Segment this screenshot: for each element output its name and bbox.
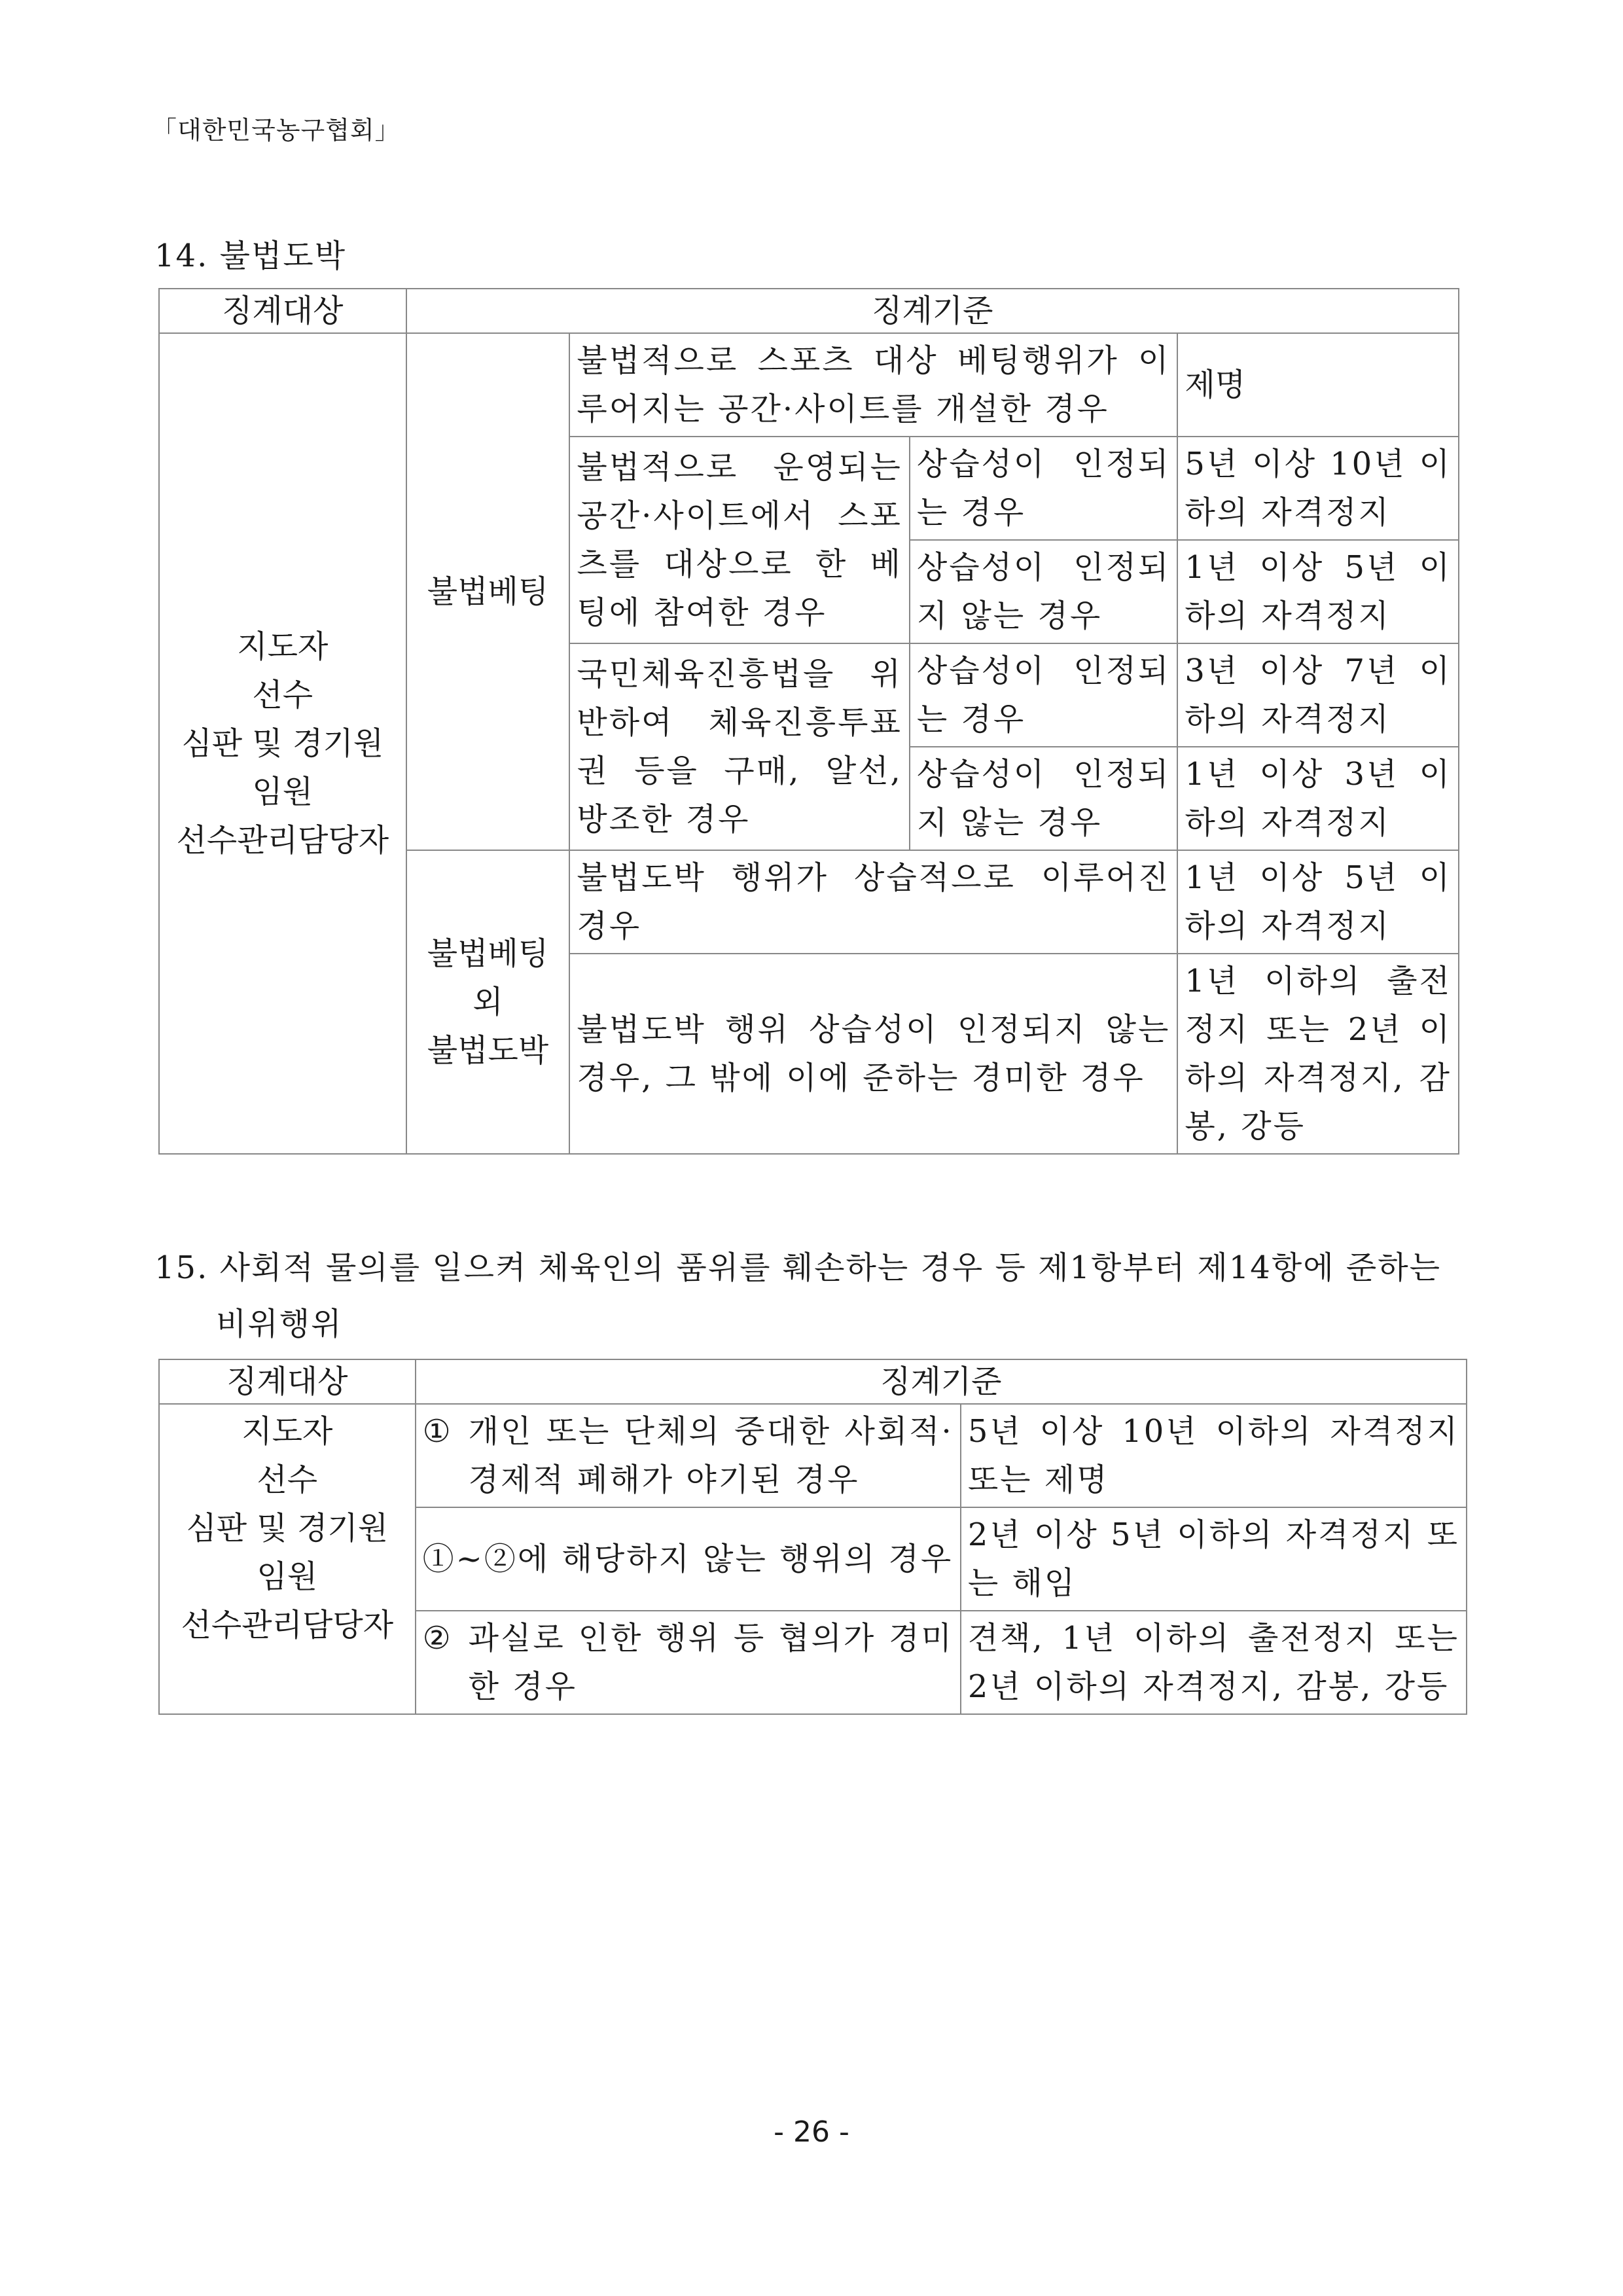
condition-cell: ①~②에 해당하지 않는 행위의 경우: [416, 1507, 961, 1611]
col-header-criteria: 징계기준: [416, 1359, 1467, 1404]
col-header-criteria: 징계기준: [406, 289, 1459, 333]
target-list: 지도자 선수 심판 및 경기원 임원 선수관리담당자: [159, 1404, 416, 1714]
item-number: ①: [422, 1413, 451, 1450]
condition-cell: [416, 1404, 961, 1507]
habit-cell: 상습성이 인정되는 경우: [910, 437, 1178, 540]
habit-cell: 상습성이 인정되지 않는 경우: [910, 747, 1178, 850]
page-number: - 26 -: [774, 2115, 849, 2149]
penalty-cell: 2년 이상 5년 이하의 자격정지 또는 해임: [961, 1507, 1467, 1611]
condition-cell: 국민체육진흥법을 위반하여 체육진흥투표권 등을 구매, 알선, 방조한 경우: [569, 643, 909, 850]
penalty-cell: 3년 이상 7년 이하의 자격정지: [1177, 643, 1459, 747]
condition-cell: 불법적으로 스포츠 대상 베팅행위가 이루어지는 공간·사이트를 개설한 경우: [569, 333, 1177, 437]
condition-text: 과실로 인한 행위 등 협의가 경미한 경우: [468, 1620, 954, 1705]
group-label-other-gambling: 불법베팅 외 불법도박: [406, 850, 570, 1154]
condition-cell: 불법적으로 운영되는 공간·사이트에서 스포츠를 대상으로 한 베팅에 참여한 경우: [569, 437, 909, 643]
penalty-cell: 1년 이상 3년 이하의 자격정지: [1177, 747, 1459, 850]
habit-cell: 상습성이 인정되는 경우: [910, 643, 1178, 747]
group-label-betting: 불법베팅: [406, 333, 570, 850]
penalty-cell: 1년 이상 5년 이하의 자격정지: [1177, 540, 1459, 643]
section-15-heading-cont: 비위행위: [216, 1306, 343, 1342]
penalty-cell: 5년 이상 10년 이하의 자격정지: [1177, 437, 1459, 540]
col-header-target: 징계대상: [159, 289, 406, 333]
section-14-table: [158, 288, 1459, 1155]
habit-cell: 상습성이 인정되지 않는 경우: [910, 540, 1178, 643]
penalty-cell: 견책, 1년 이하의 출전정지 또는 2년 이하의 자격정지, 감봉, 강등: [961, 1611, 1467, 1714]
section-15-table: [158, 1359, 1467, 1715]
section-15-heading: 15. 사회적 물의를 일으켜 체육인의 품위를 훼손하는 경우 등 제1항부터 제14항에 준하는: [154, 1249, 1441, 1286]
penalty-cell: 제명: [1177, 333, 1459, 437]
condition-cell: 불법도박 행위가 상습적으로 이루어진 경우: [569, 850, 1177, 954]
col-header-target: 징계대상: [159, 1359, 416, 1404]
item-number: ②: [422, 1620, 451, 1657]
target-list: 지도자 선수 심판 및 경기원 임원 선수관리담당자: [159, 333, 406, 1154]
condition-text: 개인 또는 단체의 중대한 사회적·경제적 폐해가 야기된 경우: [468, 1413, 954, 1498]
condition-cell: [416, 1611, 961, 1714]
document-header: 「대한민국농구협회」: [152, 116, 401, 145]
condition-cell: 불법도박 행위 상습성이 인정되지 않는 경우, 그 밖에 이에 준하는 경미한 경우: [569, 954, 1177, 1154]
section-14-heading: 14. 불법도박: [154, 238, 347, 274]
penalty-cell: 1년 이상 5년 이하의 자격정지: [1177, 850, 1459, 954]
penalty-cell: 5년 이상 10년 이하의 자격정지 또는 제명: [961, 1404, 1467, 1507]
penalty-cell: 1년 이하의 출전정지 또는 2년 이하의 자격정지, 감봉, 강등: [1177, 954, 1459, 1154]
